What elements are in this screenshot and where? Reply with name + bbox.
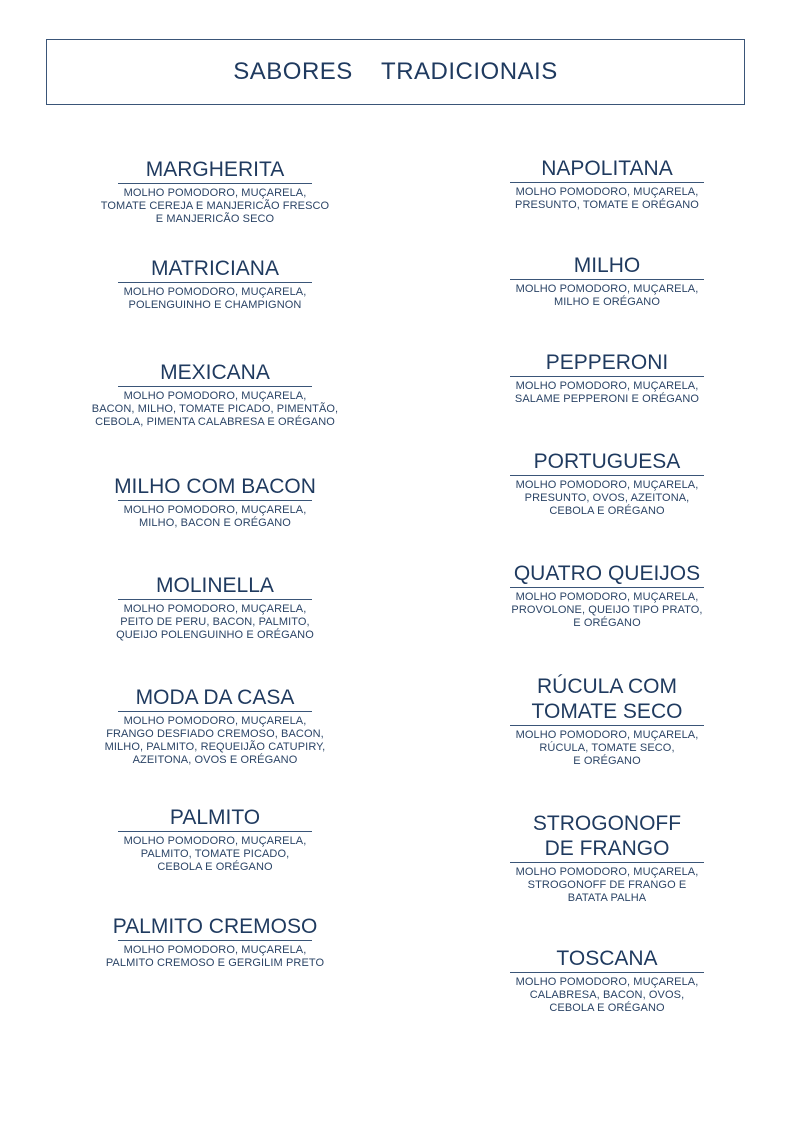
- menu-item-milho: [462, 253, 752, 309]
- item-description: MOLHO POMODORO, MUÇARELA, PALMITO, TOMATE PICADO, CEBOLA E ORÉGANO: [123, 835, 307, 873]
- menu-item-quatro-queijos: [462, 561, 752, 630]
- divider: [118, 386, 312, 387]
- item-description: MOLHO POMODORO, MUÇARELA, STROGONOFF DE FRANGO E BATATA PALHA: [515, 866, 699, 904]
- divider: [118, 711, 312, 712]
- item-description: MOLHO POMODORO, MUÇARELA, TOMATE CEREJA E MANJERICÃO FRESCO E MANJERICÃO SECO: [100, 187, 330, 225]
- item-name: MATRICIANA: [151, 257, 279, 280]
- item-name: NAPOLITANA: [541, 157, 673, 180]
- item-description: MOLHO POMODORO, MUÇARELA, MILHO E ORÉGANO: [515, 283, 699, 308]
- item-description: MOLHO POMODORO, MUÇARELA, BACON, MILHO, TOMATE PICADO, PIMENTÃO, CEBOLA, PIMENTA CALABRESA E ORÉGANO: [91, 390, 339, 428]
- divider: [118, 599, 312, 600]
- menu-item-mexicana: [70, 360, 360, 429]
- menu-item-palmito-cremoso: [70, 914, 360, 970]
- item-description: MOLHO POMODORO, MUÇARELA, PRESUNTO, TOMATE E ORÉGANO: [515, 186, 699, 211]
- menu-item-matriciana: [70, 256, 360, 312]
- divider: [118, 500, 312, 501]
- menu-item-rucula-com-tomate-seco: [462, 674, 752, 768]
- item-name: STROGONOFF DE FRANGO: [532, 812, 682, 860]
- divider: [510, 475, 704, 476]
- divider: [510, 587, 704, 588]
- item-name: MEXICANA: [160, 361, 270, 384]
- item-description: MOLHO POMODORO, MUÇARELA, RÚCULA, TOMATE SECO, E ORÉGANO: [515, 729, 699, 767]
- item-name: PALMITO: [169, 806, 261, 829]
- item-description: MOLHO POMODORO, MUÇARELA, SALAME PEPPERONI E ORÉGANO: [514, 380, 700, 405]
- item-description: MOLHO POMODORO, MUÇARELA, PRESUNTO, OVOS, AZEITONA, CEBOLA E ORÉGANO: [515, 479, 699, 517]
- menu-title: SABORES TRADICIONAIS: [233, 58, 558, 85]
- menu-item-molinella: [70, 573, 360, 642]
- divider: [510, 972, 704, 973]
- item-description: MOLHO POMODORO, MUÇARELA, MILHO, BACON E ORÉGANO: [123, 504, 307, 529]
- divider: [510, 862, 704, 863]
- menu-item-toscana: [462, 946, 752, 1015]
- item-description: MOLHO POMODORO, MUÇARELA, PROVOLONE, QUEIJO TIPO PRATO, E ORÉGANO: [511, 591, 703, 629]
- divider: [118, 831, 312, 832]
- item-name: PALMITO CREMOSO: [112, 915, 318, 938]
- divider: [510, 279, 704, 280]
- item-description: MOLHO POMODORO, MUÇARELA, FRANGO DESFIADO CREMOSO, BACON, MILHO, PALMITO, REQUEIJÃO CATUPIRY, AZEITONA, OVOS E ORÉGANO: [104, 715, 326, 766]
- item-name: MILHO: [573, 254, 641, 277]
- divider: [118, 940, 312, 941]
- item-name: PEPPERONI: [545, 351, 669, 374]
- menu-header: [46, 39, 745, 105]
- divider: [118, 282, 312, 283]
- divider: [510, 182, 704, 183]
- menu-item-margherita: [70, 157, 360, 226]
- menu-item-strogonoff-de-frango: [462, 811, 752, 905]
- item-name: MOLINELLA: [156, 574, 274, 597]
- menu-item-moda-da-casa: [70, 685, 360, 767]
- item-name: RÚCULA COM TOMATE SECO: [531, 675, 683, 723]
- item-name: MODA DA CASA: [135, 686, 295, 709]
- menu-item-pepperoni: [462, 350, 752, 406]
- item-name: TOSCANA: [556, 947, 658, 970]
- divider: [118, 183, 312, 184]
- item-name: MARGHERITA: [145, 158, 285, 181]
- divider: [510, 725, 704, 726]
- item-name: QUATRO QUEIJOS: [513, 562, 701, 585]
- item-description: MOLHO POMODORO, MUÇARELA, PALMITO CREMOSO E GERGILIM PRETO: [105, 944, 325, 969]
- item-description: MOLHO POMODORO, MUÇARELA, POLENGUINHO E CHAMPIGNON: [123, 286, 307, 311]
- divider: [510, 376, 704, 377]
- menu-item-palmito: [70, 805, 360, 874]
- item-description: MOLHO POMODORO, MUÇARELA, PEITO DE PERU, BACON, PALMITO, QUEIJO POLENGUINHO E ORÉGANO: [116, 603, 314, 641]
- menu-item-milho-com-bacon: [70, 474, 360, 530]
- menu-item-portuguesa: [462, 449, 752, 518]
- item-name: MILHO COM BACON: [114, 475, 316, 498]
- item-description: MOLHO POMODORO, MUÇARELA, CALABRESA, BACON, OVOS, CEBOLA E ORÉGANO: [515, 976, 699, 1014]
- menu-item-napolitana: [462, 156, 752, 212]
- item-name: PORTUGUESA: [533, 450, 681, 473]
